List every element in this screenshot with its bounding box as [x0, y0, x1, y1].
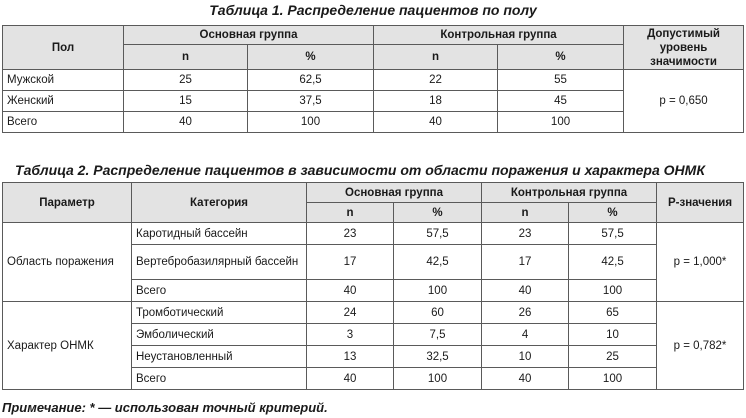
table-row [3, 302, 744, 324]
t2-header-p: Р-значения [657, 183, 744, 223]
t2-category: Вертебробазилярный бассейн [132, 245, 307, 280]
t2-category: Неустановленный [132, 346, 307, 368]
t1-cell: 100 [498, 112, 624, 133]
t2-header-category: Категория [132, 183, 307, 223]
t2-header-main-group: Основная группа [307, 183, 482, 203]
t2-p-value-area: p = 1,000* [657, 223, 744, 302]
t1-cell: 100 [248, 112, 374, 133]
t2-header-main-n: n [307, 203, 394, 223]
t2-category: Каротидный бассейн [132, 223, 307, 245]
t1-p-value: p = 0,650 [624, 70, 744, 133]
t2-cell: 23 [307, 223, 394, 245]
t2-cell: 57,5 [394, 223, 482, 245]
t2-cell: 40 [307, 368, 394, 390]
t2-cell: 3 [307, 324, 394, 346]
t1-header-main-pct: % [248, 45, 374, 70]
t2-cell: 42,5 [569, 245, 657, 280]
t2-param-area: Область поражения [3, 223, 132, 302]
t2-header-control-group: Контрольная группа [482, 183, 657, 203]
t1-cell: 37,5 [248, 91, 374, 112]
t2-cell: 40 [482, 280, 569, 302]
t2-cell: 7,5 [394, 324, 482, 346]
t1-header-ctrl-n: n [374, 45, 498, 70]
t2-category: Всего [132, 368, 307, 390]
footnote: Примечание: * — использован точный критерий. [2, 400, 328, 415]
t1-cell: 18 [374, 91, 498, 112]
t2-category: Всего [132, 280, 307, 302]
t1-row-label: Всего [3, 112, 124, 133]
t1-cell: 55 [498, 70, 624, 91]
t2-cell: 4 [482, 324, 569, 346]
t1-header-ctrl-pct: % [498, 45, 624, 70]
table-row [3, 223, 744, 245]
t1-cell: 40 [124, 112, 248, 133]
table1 [2, 25, 744, 133]
t2-header-ctrl-pct: % [569, 203, 657, 223]
table1-caption: Таблица 1. Распределение пациентов по полу [209, 2, 537, 18]
t1-header-control-group: Контрольная группа [374, 26, 624, 45]
table-row [3, 70, 744, 91]
t1-header-main-group: Основная группа [124, 26, 374, 45]
t1-header-sex: Пол [3, 26, 124, 70]
t1-row-label: Женский [3, 91, 124, 112]
t2-cell: 100 [394, 280, 482, 302]
t2-cell: 57,5 [569, 223, 657, 245]
t2-cell: 26 [482, 302, 569, 324]
t2-cell: 23 [482, 223, 569, 245]
t1-header-significance: Допустимый уровень значимости [624, 26, 744, 70]
table2 [2, 182, 744, 390]
t2-p-value-stroke: p = 0,782* [657, 302, 744, 390]
t2-cell: 17 [307, 245, 394, 280]
t2-cell: 42,5 [394, 245, 482, 280]
t2-category: Тромботический [132, 302, 307, 324]
t2-cell: 25 [569, 346, 657, 368]
t2-cell: 100 [569, 280, 657, 302]
t2-cell: 65 [569, 302, 657, 324]
t1-cell: 40 [374, 112, 498, 133]
t1-cell: 15 [124, 91, 248, 112]
t1-header-main-n: n [124, 45, 248, 70]
t1-cell: 22 [374, 70, 498, 91]
t2-cell: 10 [569, 324, 657, 346]
t2-cell: 100 [394, 368, 482, 390]
t2-cell: 40 [307, 280, 394, 302]
t2-param-stroke-type: Характер ОНМК [3, 302, 132, 390]
t2-header-param: Параметр [3, 183, 132, 223]
table2-caption: Таблица 2. Распределение пациентов в зависимости от области поражения и характера ОНМК [15, 162, 705, 178]
t1-cell: 45 [498, 91, 624, 112]
t1-cell: 62,5 [248, 70, 374, 91]
t2-header-ctrl-n: n [482, 203, 569, 223]
t1-cell: 25 [124, 70, 248, 91]
t2-category: Эмболический [132, 324, 307, 346]
t1-row-label: Мужской [3, 70, 124, 91]
t2-cell: 32,5 [394, 346, 482, 368]
t2-cell: 17 [482, 245, 569, 280]
t2-cell: 100 [569, 368, 657, 390]
t2-cell: 10 [482, 346, 569, 368]
t2-cell: 24 [307, 302, 394, 324]
t2-cell: 40 [482, 368, 569, 390]
t2-cell: 13 [307, 346, 394, 368]
t2-cell: 60 [394, 302, 482, 324]
t2-header-main-pct: % [394, 203, 482, 223]
